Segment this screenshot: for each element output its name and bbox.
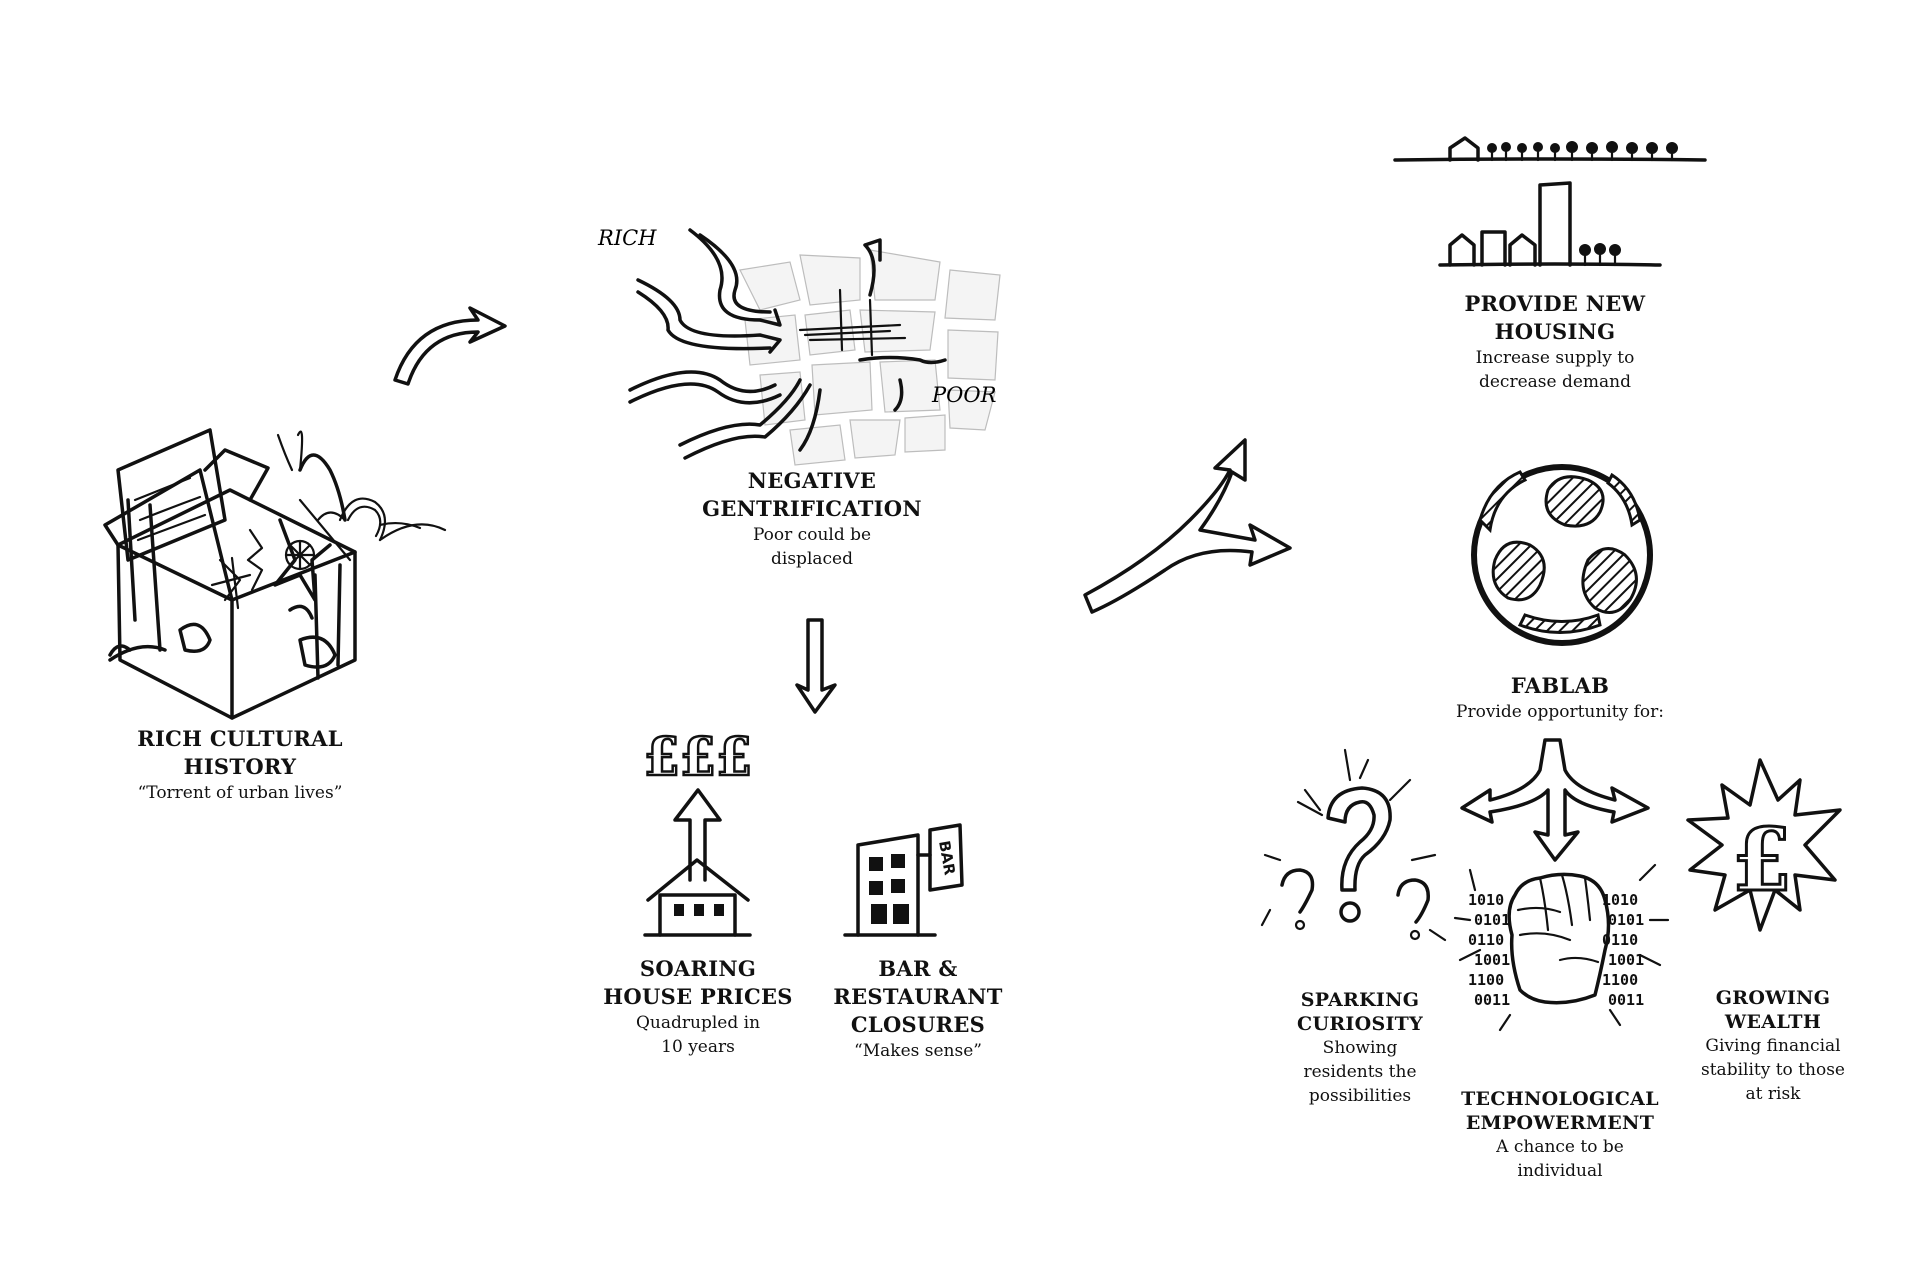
binary-left xyxy=(1468,891,1510,1009)
node-title: NEGATIVE GENTRIFICATION xyxy=(702,468,922,521)
node-title: SPARKING CURIOSITY xyxy=(1297,989,1423,1035)
binary-digits: 1010 xyxy=(1602,891,1639,909)
node-provide-new-housing xyxy=(1445,290,1665,394)
fablab-ball-icon xyxy=(1474,467,1650,643)
binary-digits: 0110 xyxy=(1468,931,1505,949)
node-bar-restaurant-closures xyxy=(828,955,1008,1063)
node-title: SOARING HOUSE PRICES xyxy=(603,956,793,1009)
binary-digits: 0101 xyxy=(1608,911,1645,929)
bar-sign-text: BAR xyxy=(935,839,959,877)
three-way-arrow-icon xyxy=(1462,740,1648,860)
binary-digits: 0011 xyxy=(1608,991,1645,1009)
question-marks-icon xyxy=(1262,750,1445,940)
split-arrow-icon xyxy=(1085,440,1290,612)
node-sparking-curiosity xyxy=(1285,988,1435,1108)
binary-digits: 0101 xyxy=(1474,911,1511,929)
node-subtitle: “Torrent of urban lives” xyxy=(137,783,343,803)
skyline-icon xyxy=(1395,138,1705,265)
binary-digits: 1001 xyxy=(1474,951,1511,969)
pound-signs: £££ xyxy=(643,727,753,788)
tag-poor: POOR xyxy=(932,383,997,407)
curved-arrow-icon xyxy=(395,308,505,384)
city-map-icon xyxy=(630,230,1000,465)
binary-digits: 1010 xyxy=(1468,891,1505,909)
node-subtitle: Giving financial stability to those at risk xyxy=(1701,1036,1845,1104)
node-subtitle: Showing residents the possibilities xyxy=(1303,1038,1417,1106)
binary-digits: 0110 xyxy=(1602,931,1639,949)
node-subtitle: Quadrupled in 10 years xyxy=(635,1013,761,1057)
pound-sign: £ xyxy=(1732,810,1792,911)
binary-right xyxy=(1602,891,1644,1009)
node-fablab xyxy=(1430,672,1690,724)
node-title: BAR & RESTAURANT CLOSURES xyxy=(833,956,1003,1037)
treasure-chest-icon xyxy=(105,430,445,718)
node-rich-cultural-history xyxy=(120,725,360,805)
node-subtitle: Provide opportunity for: xyxy=(1456,702,1664,722)
tag-rich: RICH xyxy=(598,226,657,250)
node-subtitle: Increase supply to decrease demand xyxy=(1475,348,1635,392)
node-title: FABLAB xyxy=(1510,673,1610,698)
house-price-rise-icon xyxy=(644,727,753,935)
node-subtitle: A chance to be individual xyxy=(1496,1137,1624,1181)
node-negative-gentrification xyxy=(697,467,927,571)
node-growing-wealth xyxy=(1698,986,1848,1106)
pound-burst-icon xyxy=(1688,760,1840,930)
down-arrow-icon xyxy=(797,620,835,712)
node-subtitle: “Makes sense” xyxy=(854,1041,982,1061)
binary-digits: 1100 xyxy=(1468,971,1505,989)
node-soaring-house-prices xyxy=(598,955,798,1059)
binary-digits: 1001 xyxy=(1608,951,1645,969)
node-title: RICH CULTURAL HISTORY xyxy=(137,726,343,779)
node-title: GROWING WEALTH xyxy=(1715,987,1831,1033)
bar-building-icon xyxy=(845,825,962,935)
binary-digits: 1100 xyxy=(1602,971,1639,989)
node-subtitle: Poor could be displaced xyxy=(752,525,872,569)
node-title: PROVIDE NEW HOUSING xyxy=(1464,291,1646,344)
node-technological-empowerment xyxy=(1445,1087,1675,1183)
node-title: TECHNOLOGICAL EMPOWERMENT xyxy=(1461,1088,1659,1134)
binary-digits: 0011 xyxy=(1474,991,1511,1009)
